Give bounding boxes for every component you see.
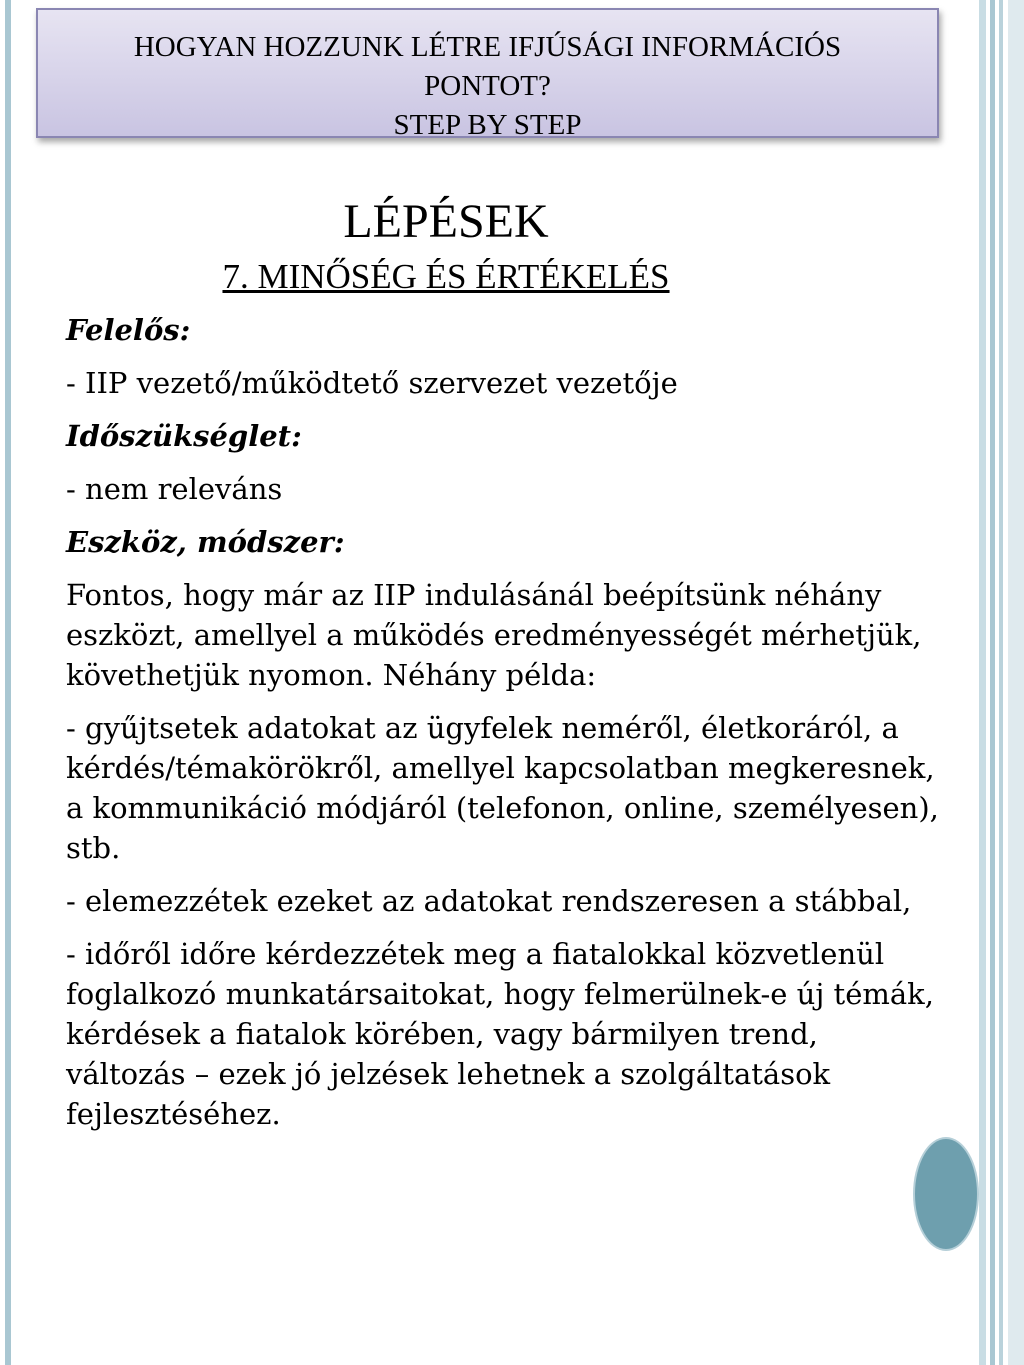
slide-body	[66, 190, 946, 1147]
responsible-label: Felelős:	[66, 313, 191, 347]
paragraph: - elemezzétek ezeket az adatokat rendszeresen a stábbal,	[66, 884, 912, 918]
right-decor-bar	[999, 0, 1003, 1365]
page-title: LÉPÉSEK	[343, 195, 549, 248]
responsible-value: - IIP vezető/működtető szervezet vezetője	[66, 366, 678, 400]
right-decor-bar	[1008, 0, 1024, 1365]
header-line: PONTOT?	[424, 70, 551, 102]
paragraph: - időről időre kérdezzétek meg a fiatalokkal közvetlenül foglalkozó munkatársaitokat, hogy felmerülnek-e új témák, kérdések a fiatalok körében, vagy bármilyen trend, változás – ezek jó jelzések lehetnek a szolgáltatások fejlesztéséhez.	[66, 937, 934, 1131]
right-decor-bar	[990, 0, 995, 1365]
paragraph: Fontos, hogy már az IIP indulásánál beépítsünk néhány eszközt, amellyel a működés eredményességét mérhetjük, követhetjük nyomon. Néhány példa:	[66, 578, 922, 692]
tools-label: Eszköz, módszer:	[66, 525, 345, 559]
right-decor-bar	[979, 0, 986, 1365]
section-subtitle: 7. MINŐSÉG ÉS ÉRTÉKELÉS	[222, 257, 670, 296]
time-value: - nem releváns	[66, 472, 283, 506]
decorative-oval	[913, 1137, 979, 1251]
paragraph: - gyűjtsetek adatokat az ügyfelek neméről, életkoráról, a kérdés/témakörökről, amellyel kapcsolatban megkeresnek, a kommunikáció módjáról (telefonon, online, személyesen), stb.	[66, 711, 939, 865]
time-label: Időszükséglet:	[66, 419, 302, 453]
slide-header	[36, 8, 939, 141]
header-line: HOGYAN HOZZUNK LÉTRE IFJÚSÁGI INFORMÁCIÓS	[133, 31, 842, 63]
header-line: STEP BY STEP	[393, 109, 582, 141]
